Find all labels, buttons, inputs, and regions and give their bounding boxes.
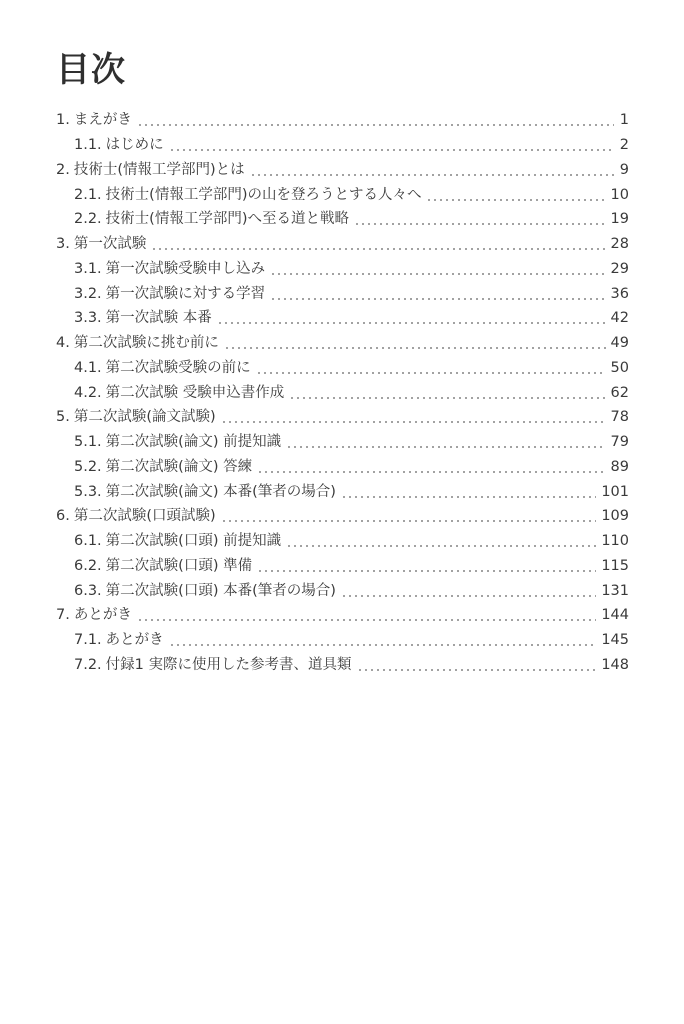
- toc-entry-title: あとがき: [73, 607, 132, 624]
- toc-entry-title: 第二次試験 受験申込書作成: [105, 384, 285, 401]
- toc-entry-title: 第二次試験受験の前に: [105, 359, 251, 376]
- dot-leader: [151, 248, 605, 250]
- toc-entry[interactable]: [0, 653, 684, 678]
- toc-entry[interactable]: [0, 331, 684, 356]
- toc-entry-title: 第二次試験(論文) 本番(筆者の場合): [105, 483, 336, 500]
- toc-entry-number: 3.2.: [74, 285, 102, 302]
- toc-entry-number: 2.2.: [74, 211, 102, 228]
- dot-leader: [250, 174, 614, 176]
- toc-entry-title: 第一次試験に対する学習: [105, 285, 266, 302]
- toc-entry-title: 技術士(情報工学部門)とは: [73, 161, 245, 178]
- toc-entry-number: 5.: [56, 409, 70, 426]
- toc-entry-number: 5.1.: [74, 434, 102, 451]
- toc-entry-number: 6.: [56, 508, 70, 525]
- toc-entry[interactable]: [0, 133, 684, 158]
- toc-entry[interactable]: [0, 306, 684, 331]
- dot-leader: [169, 644, 597, 646]
- toc-entry-number: 7.: [56, 607, 70, 624]
- toc-entry-page-number: 2: [619, 137, 629, 154]
- dot-leader: [286, 446, 605, 448]
- toc-entry-number: 6.2.: [74, 557, 102, 574]
- dot-leader: [270, 273, 605, 275]
- dot-leader: [426, 199, 605, 201]
- toc-entry[interactable]: [0, 158, 684, 183]
- dot-leader: [137, 619, 596, 621]
- toc-entry-number: 7.2.: [74, 656, 102, 673]
- toc-entry-page-number: 19: [610, 211, 629, 228]
- toc-entry[interactable]: [0, 281, 684, 306]
- toc-entry-page-number: 79: [610, 434, 629, 451]
- toc-entry-title: 第二次試験(論文試験): [73, 409, 216, 426]
- toc-list: [0, 108, 684, 677]
- dot-leader: [354, 223, 606, 225]
- toc-entry-page-number: 50: [610, 359, 629, 376]
- dot-leader: [289, 397, 605, 399]
- toc-entry[interactable]: [0, 430, 684, 455]
- toc-entry-number: 7.1.: [74, 632, 102, 649]
- toc-entry-page-number: 144: [601, 607, 629, 624]
- toc-entry[interactable]: [0, 380, 684, 405]
- dot-leader: [137, 124, 614, 126]
- dot-leader: [221, 520, 597, 522]
- toc-entry-number: 5.2.: [74, 458, 102, 475]
- toc-entry-page-number: 115: [601, 557, 629, 574]
- toc-entry-title: 第二次試験(口頭試験): [73, 508, 216, 525]
- toc-entry-page-number: 36: [610, 285, 629, 302]
- dot-leader: [256, 372, 606, 374]
- dot-leader: [257, 471, 605, 473]
- toc-entry-page-number: 148: [601, 656, 629, 673]
- toc-entry[interactable]: [0, 182, 684, 207]
- toc-entry-title: 第二次試験に挑む前に: [73, 335, 219, 352]
- toc-entry-title: 第二次試験(論文) 答練: [105, 458, 253, 475]
- toc-entry[interactable]: [0, 232, 684, 257]
- toc-entry-title: 第二次試験(口頭) 本番(筆者の場合): [105, 582, 336, 599]
- toc-entry-page-number: 29: [610, 260, 629, 277]
- toc-entry-number: 1.1.: [74, 137, 102, 154]
- toc-entry[interactable]: [0, 504, 684, 529]
- dot-leader: [270, 298, 605, 300]
- toc-entry[interactable]: [0, 455, 684, 480]
- toc-entry-page-number: 28: [610, 236, 629, 253]
- toc-entry-number: 4.1.: [74, 359, 102, 376]
- toc-entry-page-number: 145: [601, 632, 629, 649]
- dot-leader: [341, 496, 596, 498]
- toc-entry-title: あとがき: [105, 632, 164, 649]
- toc-entry-page-number: 9: [619, 161, 629, 178]
- dot-leader: [286, 545, 596, 547]
- toc-entry-title: 第二次試験(論文) 前提知識: [105, 434, 282, 451]
- dot-leader: [357, 669, 597, 671]
- dot-leader: [341, 595, 596, 597]
- toc-entry-title: 第一次試験 本番: [105, 310, 212, 327]
- toc-entry-page-number: 101: [601, 483, 629, 500]
- toc-entry-title: はじめに: [105, 137, 164, 154]
- dot-leader: [257, 570, 596, 572]
- toc-entry-number: 5.3.: [74, 483, 102, 500]
- toc-entry-number: 3.3.: [74, 310, 102, 327]
- toc-entry-number: 3.1.: [74, 260, 102, 277]
- toc-entry[interactable]: [0, 405, 684, 430]
- dot-leader: [217, 322, 606, 324]
- toc-entry-number: 1.: [56, 112, 70, 129]
- toc-entry-page-number: 109: [601, 508, 629, 525]
- toc-entry-page-number: 49: [610, 335, 629, 352]
- toc-entry-title: 付録1 実際に使用した参考書、道具類: [105, 656, 352, 673]
- toc-title: 目次: [56, 50, 126, 90]
- toc-entry[interactable]: [0, 554, 684, 579]
- toc-entry[interactable]: [0, 479, 684, 504]
- toc-entry-page-number: 78: [610, 409, 629, 426]
- toc-entry-title: 第二次試験(口頭) 準備: [105, 557, 253, 574]
- toc-entry[interactable]: [0, 356, 684, 381]
- toc-entry-title: 第二次試験(口頭) 前提知識: [105, 533, 282, 550]
- toc-entry-title: 第一次試験受験申し込み: [105, 260, 266, 277]
- toc-entry-page-number: 89: [610, 458, 629, 475]
- toc-entry-page-number: 62: [610, 384, 629, 401]
- toc-entry-number: 6.1.: [74, 533, 102, 550]
- toc-entry-number: 2.1.: [74, 186, 102, 203]
- dot-leader: [169, 149, 614, 151]
- toc-entry[interactable]: [0, 628, 684, 653]
- toc-entry[interactable]: [0, 529, 684, 554]
- toc-entry-page-number: 131: [601, 582, 629, 599]
- toc-entry-page-number: 1: [619, 112, 629, 129]
- toc-entry[interactable]: [0, 108, 684, 133]
- toc-entry[interactable]: [0, 257, 684, 282]
- toc-entry-number: 6.3.: [74, 582, 102, 599]
- toc-entry-title: 技術士(情報工学部門)へ至る道と戦略: [105, 211, 349, 228]
- toc-entry-page-number: 110: [601, 533, 629, 550]
- toc-entry-page-number: 42: [610, 310, 629, 327]
- toc-entry[interactable]: [0, 578, 684, 603]
- toc-entry-title: 第一次試験: [73, 236, 147, 253]
- dot-leader: [221, 421, 606, 423]
- toc-entry[interactable]: [0, 603, 684, 628]
- toc-entry[interactable]: [0, 207, 684, 232]
- toc-entry-page-number: 10: [610, 186, 629, 203]
- dot-leader: [224, 347, 606, 349]
- toc-entry-title: まえがき: [73, 112, 132, 129]
- toc-entry-title: 技術士(情報工学部門)の山を登ろうとする人々へ: [105, 186, 422, 203]
- toc-entry-number: 4.: [56, 335, 70, 352]
- toc-entry-number: 4.2.: [74, 384, 102, 401]
- toc-entry-number: 3.: [56, 236, 70, 253]
- toc-entry-number: 2.: [56, 161, 70, 178]
